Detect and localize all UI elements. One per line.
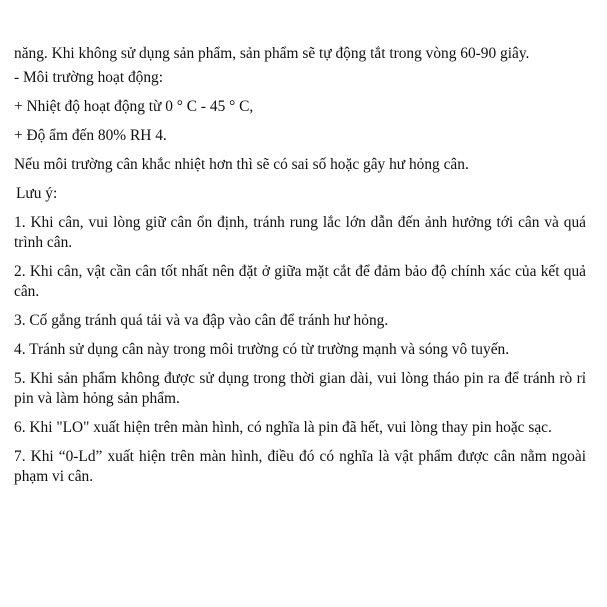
note-item-4: 4. Tránh sử dụng cân này trong môi trường có từ trường mạnh và sóng vô tuyến.: [14, 341, 510, 358]
note-item-2: 2. Khi cân, vật cần cân tốt nhất nên đặt ở giữa mặt cắt để đảm bảo độ chính xác của kết quả cân.: [14, 263, 586, 300]
note-item-6: 6. Khi "LO" xuất hiện trên màn hình, có nghĩa là pin đã hết, vui lòng thay pin hoặc sạc.: [14, 419, 552, 436]
paragraph-humidity: + Độ ẩm đến 80% RH 4.: [14, 127, 167, 144]
note-item-5: 5. Khi sản phẩm không được sử dụng trong thời gian dài, vui lòng tháo pin ra để tránh rò rỉ pin và làm hỏng sản phẩm.: [14, 370, 586, 407]
note-item-3: 3. Cố gắng tránh quá tải và va đập vào cân để tránh hư hỏng.: [14, 312, 389, 329]
paragraph-temperature: + Nhiệt độ hoạt động từ 0 ° C - 45 ° C,: [14, 98, 254, 115]
note-item-7: 7. Khi “0-Ld” xuất hiện trên màn hình, điều đó có nghĩa là vật phẩm được cân nằm ngoài phạm vi cân.: [14, 448, 586, 485]
paragraph-notes-heading: Lưu ý:: [16, 185, 58, 202]
paragraph-auto-off: năng. Khi không sử dụng sản phẩm, sản phẩm sẽ tự động tắt trong vòng 60-90 giây.: [14, 45, 530, 62]
paragraph-environment-heading: - Môi trường hoạt động:: [14, 69, 163, 86]
note-item-1: 1. Khi cân, vui lòng giữ cân ổn định, tránh rung lắc lớn dẫn đến ảnh hưởng tới cân và quá trình cân.: [14, 214, 586, 251]
document-body: [14, 44, 586, 487]
paragraph-environment-warning: Nếu môi trường cân khắc nhiệt hơn thì sẽ có sai số hoặc gây hư hỏng cân.: [14, 156, 469, 173]
